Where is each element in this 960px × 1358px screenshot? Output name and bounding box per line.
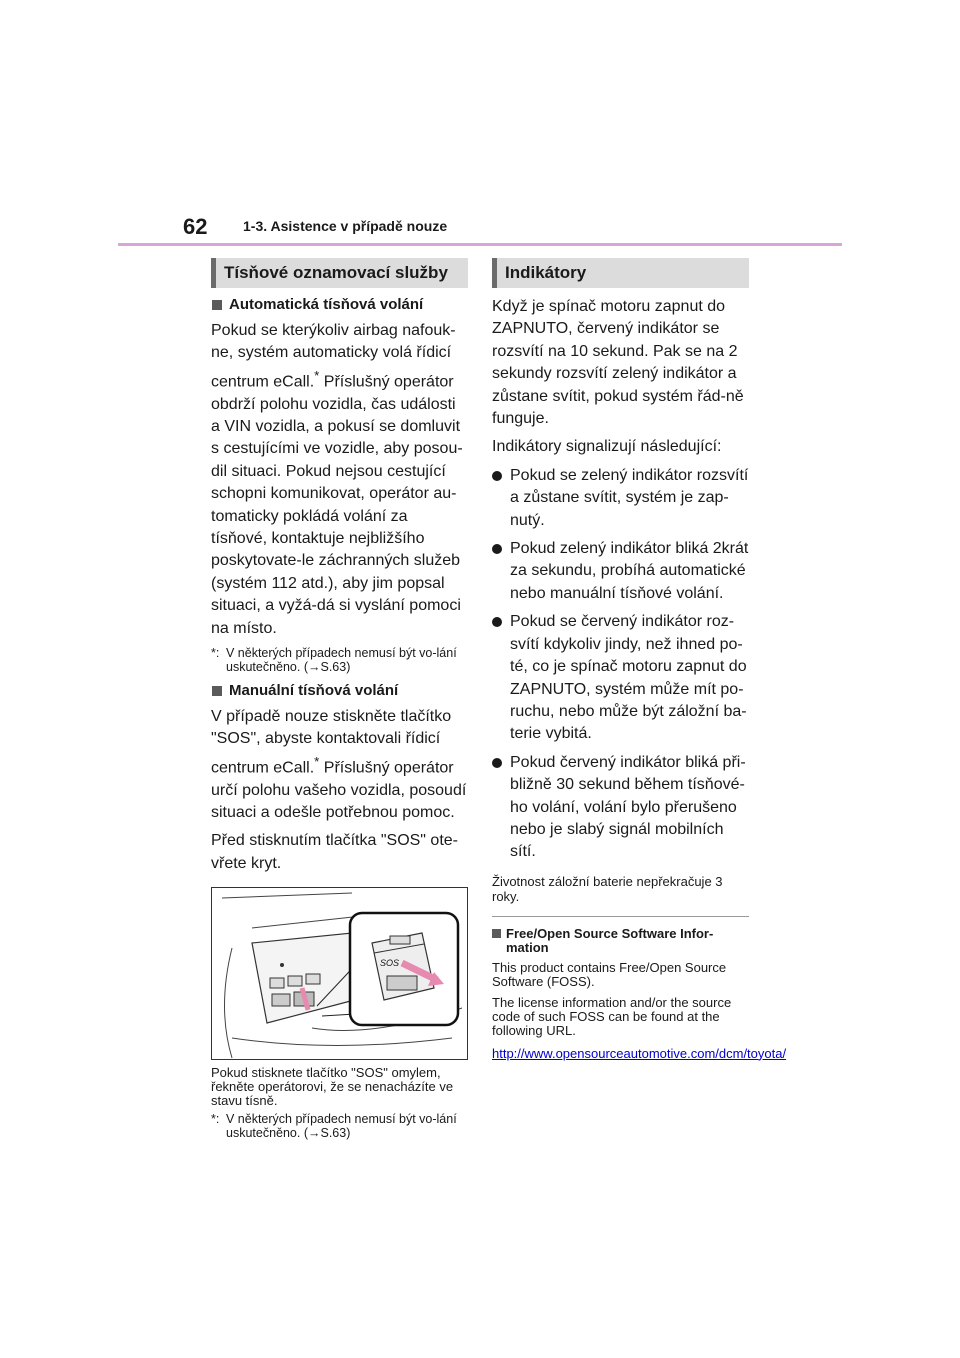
auto-call-footnote-text: V některých případech nemusí být vo-lání uskutečněno. (→S.63) <box>226 646 457 675</box>
list-item-text: Pokud zelený indikátor bliká 2krát za sekundu, probíhá automatické nebo manuální tísňové volání. <box>510 540 749 602</box>
figure-caption: Pokud stisknete tlačítko "SOS" omylem, řekněte operátorovi, že se nenacházíte ve stavu tísně. <box>211 1065 454 1109</box>
manual-call-text-a: V případě nouze stiskněte tlačítko "SOS", abyste kontaktovali řídicí centrum eCall. <box>211 708 452 777</box>
indicators-intro: Když je spínač motoru zapnut do ZAPNUTO, červený indikátor se rozsvítí na 10 sekund. Pak se na 2 sekundy rozsvítí zelený indikátor a zůstane svítit, pokud systém řád-ně funguje. <box>492 298 744 428</box>
auto-call-heading <box>211 296 468 314</box>
manual-call-text <box>211 706 468 824</box>
auto-call-text <box>211 320 468 640</box>
auto-call-footnote <box>211 646 468 674</box>
footnote-mark: *: <box>211 1112 220 1127</box>
square-bullet-icon <box>492 929 501 938</box>
list-item-text: Pokud červený indikátor bliká při-bližně 30 sekund během tísňové-ho volání, volání bylo přerušeno nebo je slabý signál mobilních sítí. <box>510 753 746 861</box>
manual-call-heading <box>211 682 468 700</box>
asterisk-mark: * <box>314 367 320 383</box>
bullet-icon <box>492 471 502 481</box>
foss-heading-text: Free/Open Source Software Infor-mation <box>506 925 714 955</box>
left-column <box>211 258 468 1148</box>
section-title-emergency: Tísňové oznamovací služby <box>211 258 468 288</box>
auto-call-heading-text: Automatická tísňová volání <box>229 296 424 313</box>
chapter-title: 1-3. Asistence v případě nouze <box>243 218 448 234</box>
list-item-text: Pokud se červený indikátor roz-svítí kdykoliv jindy, než ihned po-té, co je spínač motoru zapnut do ZAPNUTO, systém může mít po-ruchu, nebo může být záložní ba-terie vybitá. <box>510 613 747 743</box>
auto-call-text-b: Příslušný operátor obdrží polohu vozidla, čas události a VIN vozidla, a pokusí se domluvit s cestujícími ve vozidle, aby posou-dil situaci. Pokud nejsou cestující schopni komunikovat, operátor au-tomaticky pokládá volání za tísňové, kontaktuje nejbližšího poskytovate-le záchranných služeb (systém 112 atd.), aby jim popsal situaci, a vyžá-dá si vyslání pomoci na místo. <box>211 373 463 637</box>
indicators-signal-intro: Indikátory signalizují následující: <box>492 438 722 456</box>
square-bullet-icon <box>212 686 222 696</box>
bullet-icon <box>492 544 502 554</box>
open-cover-text: Před stisknutím tlačítka "SOS" ote-vřete kryt. <box>211 832 458 872</box>
page-number: 62 <box>183 214 208 239</box>
manual-call-footnote <box>211 1112 468 1140</box>
foss-text-2: The license information and/or the source code of such FOSS can be found at the following URL. <box>492 994 732 1038</box>
square-bullet-icon <box>212 300 222 310</box>
overhead-console-drawing <box>212 888 467 1059</box>
list-item <box>492 752 749 864</box>
section-divider <box>492 916 749 917</box>
section-title-indicators: Indikátory <box>492 258 749 288</box>
asterisk-mark: * <box>314 753 320 769</box>
foss-url-link[interactable]: http://www.opensourceautomotive.com/dcm/toyota/ <box>492 1045 787 1061</box>
list-item <box>492 611 749 745</box>
foss-text-1: This product contains Free/Open Source Software (FOSS). <box>492 959 727 989</box>
list-item-text: Pokud se zelený indikátor rozsvítí a zůstane svítit, systém je zap-nutý. <box>510 466 749 529</box>
footnote-mark: *: <box>211 646 220 661</box>
list-item <box>492 465 749 532</box>
sos-button-illustration <box>211 887 468 1060</box>
right-column <box>492 258 787 1063</box>
list-item <box>492 538 749 605</box>
manual-call-heading-text: Manuální tísňová volání <box>229 682 399 700</box>
bullet-icon <box>492 617 502 627</box>
auto-call-text-a: Pokud se kterýkoliv airbag nafouk-ne, systém automaticky volá řídicí centrum eCall. <box>211 322 456 391</box>
foss-heading <box>492 927 749 955</box>
battery-life-note: Životnost záložní baterie nepřekračuje 3 roky. <box>492 873 723 904</box>
manual-call-text-b: Příslušný operátor určí polohu vašeho vozidla, posoudí situaci a odešle potřebnou pomoc. <box>211 759 467 821</box>
manual-call-footnote-text: V některých případech nemusí být vo-lání uskutečněno. (→S.63) <box>226 1112 457 1141</box>
header-divider <box>118 243 842 246</box>
bullet-icon <box>492 758 502 768</box>
sos-label: SOS <box>380 958 400 969</box>
